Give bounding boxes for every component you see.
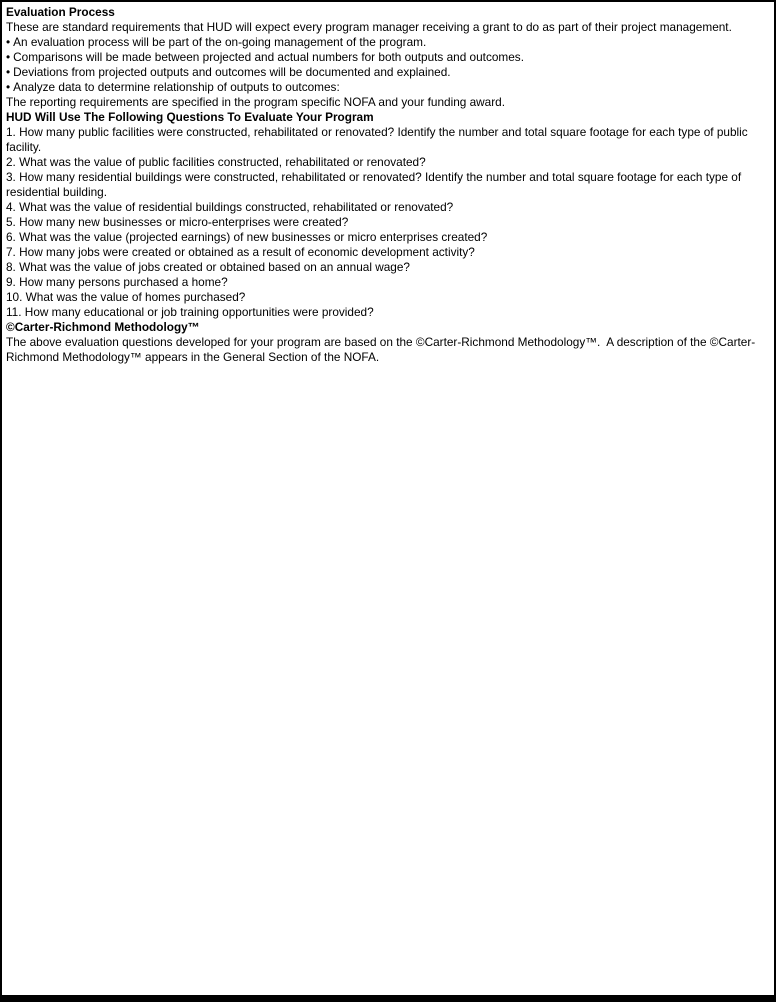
bullet-text: Analyze data to determine relationship of outputs to outcomes: [13, 80, 340, 94]
list-item: 3. How many residential buildings were constructed, rehabilitated or renovated? Identify the number and total square footage for each type of residential building. [6, 170, 742, 199]
list-item: 10. What was the value of homes purchased? [6, 290, 246, 304]
list-item: 9. How many persons purchased a home? [6, 275, 228, 289]
list-item: 2. What was the value of public facilities constructed, rehabilitated or renovated? [6, 155, 426, 169]
list-item: 6. What was the value (projected earnings) of new businesses or micro enterprises created? [6, 230, 488, 244]
list-item: 7. How many jobs were created or obtained as a result of economic development activity? [6, 245, 475, 259]
intro-paragraph: These are standard requirements that HUD will expect every program manager receiving a grant to do as part of their project management. [6, 20, 732, 34]
reporting-note: The reporting requirements are specified in the program specific NOFA and your funding award. [6, 95, 506, 109]
bullet-icon: • [6, 50, 11, 64]
list-item: 4. What was the value of residential buildings constructed, rehabilitated or renovated? [6, 200, 454, 214]
bullet-list [6, 35, 769, 95]
bullet-icon: • [6, 65, 11, 79]
list-item: 8. What was the value of jobs created or obtained based on an annual wage? [6, 260, 410, 274]
list-item: 5. How many new businesses or micro-enterprises were created? [6, 215, 349, 229]
bottom-border-bar [0, 995, 776, 1002]
bullet-icon: • [6, 80, 11, 94]
list-item [6, 50, 769, 65]
questions-list [6, 125, 769, 320]
bullet-icon: • [6, 35, 11, 49]
page-title: Evaluation Process [6, 5, 115, 19]
bullet-text: Deviations from projected outputs and outcomes will be documented and explained. [13, 65, 451, 79]
list-item: 11. How many educational or job training opportunities were provided? [6, 305, 374, 319]
bullet-text: An evaluation process will be part of the on-going management of the program. [13, 35, 427, 49]
list-item [6, 65, 769, 80]
list-item: 1. How many public facilities were constructed, rehabilitated or renovated? Identify the number and total square footage for each type of public facility. [6, 125, 748, 154]
methodology-heading: ©Carter-Richmond Methodology™ [6, 320, 200, 334]
questions-heading: HUD Will Use The Following Questions To Evaluate Your Program [6, 110, 374, 124]
methodology-paragraph: The above evaluation questions developed for your program are based on the ©Carter-Richmond Methodology™. A description of the ©Carter-Richmond Methodology™ appears in the General Section of the NOFA. [6, 335, 756, 364]
bullet-text: Comparisons will be made between projected and actual numbers for both outputs and outcomes. [13, 50, 524, 64]
list-item [6, 80, 769, 95]
list-item [6, 35, 769, 50]
